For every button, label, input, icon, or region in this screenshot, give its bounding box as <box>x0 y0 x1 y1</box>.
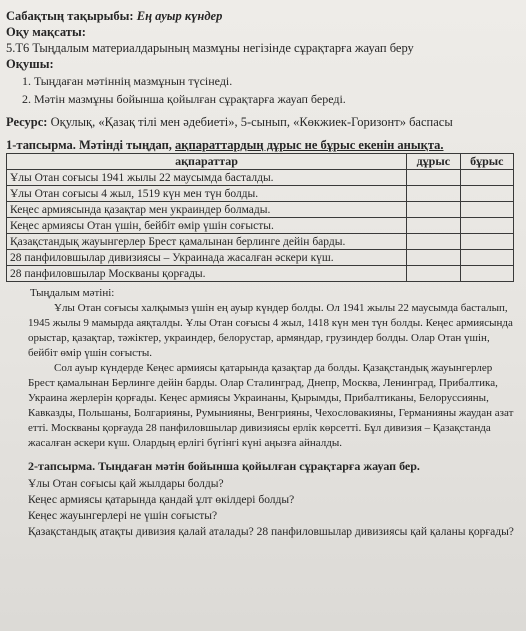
learner-item: 2. Мәтін мазмұны бойынша қойылған сұрақтарға жауап береді. <box>34 90 520 108</box>
true-false-table <box>6 153 514 282</box>
listening-text <box>28 286 520 451</box>
header-info: ақпараттар <box>7 154 407 170</box>
false-cell[interactable] <box>460 186 513 202</box>
statement-cell: 28 панфиловшылар дивизиясы – Украинада жасалған әскери күш. <box>7 250 407 266</box>
table-row <box>7 250 514 266</box>
false-cell[interactable] <box>460 250 513 266</box>
topic-line <box>6 8 520 24</box>
question-item: Кеңес армиясы қатарында қандай ұлт өкілдері болды? <box>28 494 295 506</box>
exercise1-title-plain: 1-тапсырма. Мәтінді тыңдап, <box>6 138 176 152</box>
header-false: бұрыс <box>460 154 513 170</box>
resource-value: Оқулық, «Қазақ тілі мен әдебиеті», 5-сынып, «Көкжиек-Горизонт» баспасы <box>50 115 453 129</box>
table-row <box>7 186 514 202</box>
learners-list <box>6 72 520 108</box>
true-cell[interactable] <box>407 234 460 250</box>
exercise1-title <box>6 138 520 152</box>
exercise2-title: 2-тапсырма. Тыңдаған мәтін бойынша қойылған сұрақтарға жауап бер. <box>28 459 420 473</box>
false-cell[interactable] <box>460 170 513 186</box>
objective-label: Оқу мақсаты: <box>6 25 86 39</box>
table-row <box>7 266 514 282</box>
false-cell[interactable] <box>460 234 513 250</box>
table-row <box>7 218 514 234</box>
exercise1-title-underlined: ақпараттардың дұрыс не бұрыс екенін анықта. <box>175 138 444 152</box>
statement-cell: Ұлы Отан соғысы 4 жыл, 1519 күн мен түн болды. <box>7 186 407 202</box>
statement-cell: Кеңес армиясы Отан үшін, бейбіт өмір үшін соғысты. <box>7 218 407 234</box>
resource-label: Ресурс: <box>6 115 48 129</box>
table-row <box>7 170 514 186</box>
learners-label: Оқушы: <box>6 57 54 71</box>
table-header-row <box>7 154 514 170</box>
table-row <box>7 234 514 250</box>
true-cell[interactable] <box>407 218 460 234</box>
objective-value: 5.Т6 Тыңдалым материалдарының мазмұны негізінде сұрақтарға жауап беру <box>6 41 414 55</box>
false-cell[interactable] <box>460 202 513 218</box>
true-cell[interactable] <box>407 186 460 202</box>
listening-text-title: Тыңдалым мәтіні: <box>30 287 115 299</box>
true-cell[interactable] <box>407 250 460 266</box>
listening-paragraph-2: Сол ауыр күндерде Кеңес армиясы қатарында қазақтар да болды. Қазақстандық жауынгерлер Брест қамалынан Берлинге дейін барды. Олар Сталинград, Днепр, Москва, Ленинград, Прибалтика, Украина жерлерін қорғады. Кеңес армиясы Украинаны, Қырымды, Прибалтиканы, Белоруссияны, Кавказды, Польшаны, Болгарияны, Румынияны, Венгрияны, Чехословакияны, Германияны жаудан азат етті. Москваны қорғауда 28 панфиловшылар дивизиясы ерлік көрсетті. Бұл дивизия – Қазақстанда жасалған әскери күш. Олардың ерлігі бүгінгі күні аңызға айналды. <box>28 362 514 449</box>
question-item: Қазақстандық атақты дивизия қалай аталады? 28 панфиловшылар дивизиясы қай қаланы қорғады? <box>28 526 514 538</box>
listening-paragraph-1: Ұлы Отан соғысы халқымыз үшін ең ауыр күндер болды. Ол 1941 жылы 22 маусымда басталып, 1945 жылы 9 мамырда аяқталды. Ұлы Отан соғысы 4 жыл, 1418 күн мен түн болды. Кеңес армиясында орыстар, қазақтар, тәжіктер, украиндер, белорустар, армяндар, грузиндер болды. Олар Отан үшін, бейбіт өмір үшін соғысты. <box>28 302 513 359</box>
question-item: Кеңес жауынгерлері не үшін соғысты? <box>28 510 218 522</box>
resource-line <box>6 114 520 130</box>
learner-item: 1. Тыңдаған мәтіннің мазмұнын түсінеді. <box>34 72 520 90</box>
question-item: Ұлы Отан соғысы қай жылдары болды? <box>28 478 224 490</box>
true-cell[interactable] <box>407 202 460 218</box>
statement-cell: Кеңес армиясында қазақтар мен украиндер болмады. <box>7 202 407 218</box>
statement-cell: Қазақстандық жауынгерлер Брест қамалынан берлинге дейін барды. <box>7 234 407 250</box>
statement-cell: Ұлы Отан соғысы 1941 жылы 22 маусымда басталды. <box>7 170 407 186</box>
topic-value: Ең ауыр күндер <box>136 9 223 23</box>
topic-label: Сабақтың тақырыбы: <box>6 9 134 23</box>
false-cell[interactable] <box>460 218 513 234</box>
false-cell[interactable] <box>460 266 513 282</box>
true-cell[interactable] <box>407 170 460 186</box>
statement-cell: 28 панфиловшылар Москваны қорғады. <box>7 266 407 282</box>
true-cell[interactable] <box>407 266 460 282</box>
table-row <box>7 202 514 218</box>
header-true: дұрыс <box>407 154 460 170</box>
